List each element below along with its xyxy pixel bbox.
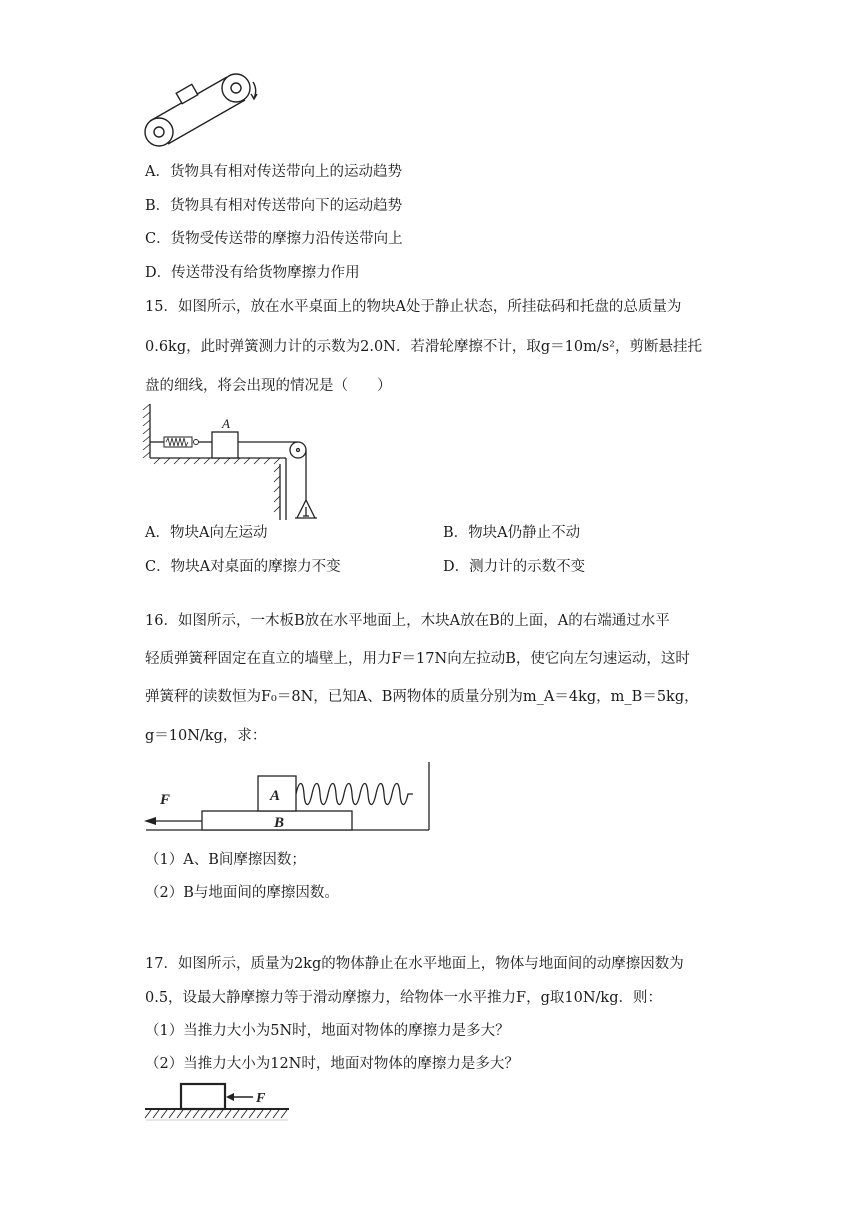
q16-stem-line2: 轻质弹簧秤固定在直立的墙壁上，用力F＝17N向左拉动B，使它向左匀速运动，这时: [145, 651, 690, 667]
q15-stem-line1: 15．如图所示，放在水平桌面上的物块A处于静止状态，所挂砝码和托盘的总质量为: [145, 299, 682, 315]
q17-stem-line2: 0.5，设最大静摩擦力等于滑动摩擦力，给物体一水平推力F，g取10N/kg．则：: [145, 990, 662, 1006]
block-a-label: A: [222, 416, 230, 431]
q14-option-a: A．货物具有相对传送带向上的运动趋势: [145, 164, 402, 180]
force-f-label: F: [256, 1091, 266, 1106]
q16-stem-line1: 16．如图所示，一木板B放在水平地面上，木块A放在B的上面，A的右端通过水平: [145, 613, 670, 629]
q15-option-b: B．物块A仍静止不动: [443, 525, 581, 541]
q15-option-a: A．物块A向左运动: [145, 525, 268, 541]
push-block-figure: [143, 1080, 291, 1124]
q16-stem-line4: g＝10N/kg，求：: [145, 728, 267, 744]
q15-stem-line2: 0.6kg，此时弹簧测力计的示数为2.0N．若滑轮摩擦不计，取g＝10m/s²，剪断悬挂托: [145, 339, 702, 355]
conveyor-belt-figure: [140, 68, 270, 150]
q17-stem-line1: 17．如图所示，质量为2kg的物体静止在水平地面上，物体与地面间的动摩擦因数为: [145, 956, 684, 972]
block-a-label: A: [270, 788, 281, 804]
q17-sub2: （2）当推力大小为12N时，地面对物体的摩擦力是多大？: [145, 1056, 519, 1072]
q16-sub2: （2）B与地面间的摩擦因数。: [145, 885, 339, 901]
spring-scale-pulley-figure: [140, 402, 330, 522]
q15-option-c: C．物块A对桌面的摩擦力不变: [145, 559, 341, 575]
q14-option-b: B．货物具有相对传送带向下的运动趋势: [145, 198, 403, 214]
plank-b-label: B: [274, 815, 285, 831]
q16-sub1: （1）A、B间摩擦因数；: [145, 852, 306, 868]
q15-option-d: D．测力计的示数不变: [443, 559, 586, 575]
plank-block-spring-figure: [140, 760, 435, 834]
q17-sub1: （1）当推力大小为5N时，地面对物体的摩擦力是多大？: [145, 1023, 510, 1039]
q15-stem-line3: 盘的细线，将会出现的情况是（ ）: [145, 378, 392, 394]
q14-option-d: D．传送带没有给货物摩擦力作用: [145, 265, 360, 281]
q16-stem-line3: 弹簧秤的读数恒为F₀＝8N，已知A、B两物体的质量分别为m_A＝4kg，m_B＝5kg，: [145, 689, 699, 705]
force-f-label: F: [160, 792, 171, 808]
q14-option-c: C．货物受传送带的摩擦力沿传送带向上: [145, 231, 403, 247]
